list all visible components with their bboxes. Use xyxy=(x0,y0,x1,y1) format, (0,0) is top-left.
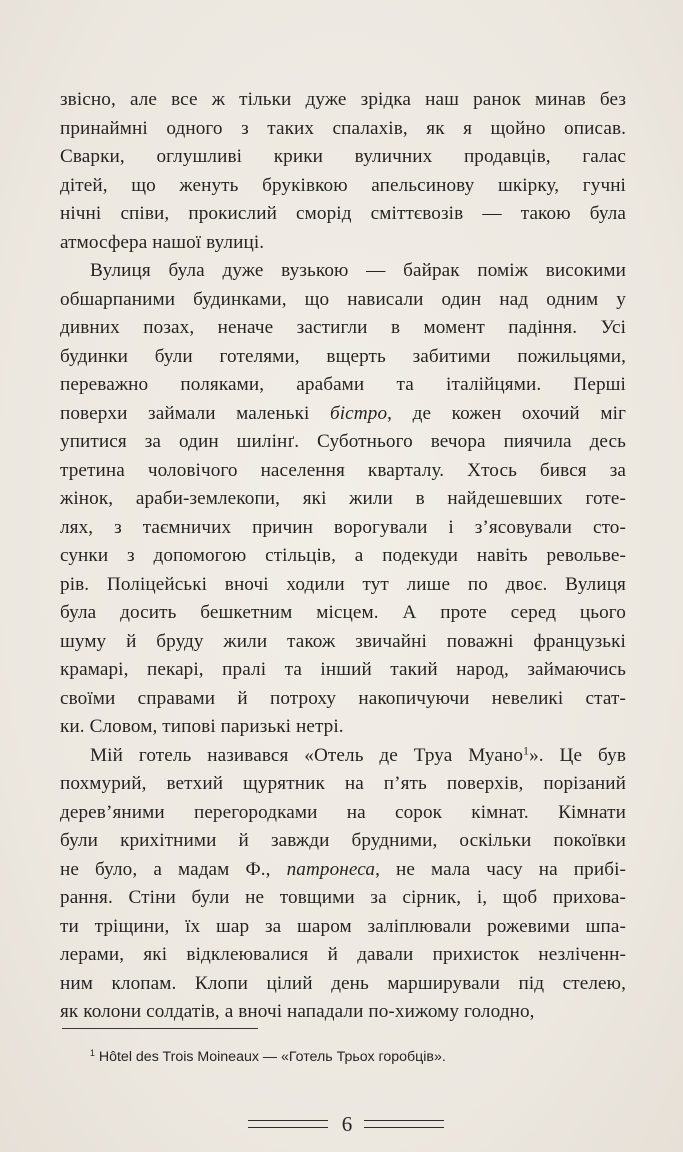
text-line: сунки з допомогою стільців, а подекуди навіть револьве- xyxy=(60,545,626,566)
text-line: Вулиця була дуже вузькою — байрак поміж високими xyxy=(90,260,626,281)
text-line: похмурий, ветхий щурятник на п’ять поверхів, порізаний xyxy=(60,773,626,794)
paragraph xyxy=(60,86,626,257)
footnote-marker: 1 xyxy=(90,1048,95,1059)
italic-term: патронеса xyxy=(286,858,376,880)
text-line: крамарі, пекарі, пралі та інший такий народ, займаючись xyxy=(60,659,626,680)
footnote-rule xyxy=(62,1028,258,1029)
text-line: жінок, араби-землекопи, які жили в найдешевших готе- xyxy=(60,488,626,509)
paragraph xyxy=(60,257,626,742)
page-number: 6 xyxy=(341,1112,353,1136)
text-line: були крихітними й завжди брудними, оскільки покоївки xyxy=(60,830,626,851)
text-line: рів. Поліцейські вночі ходили тут лише по двоє. Вулиця xyxy=(60,573,626,595)
footnote xyxy=(90,1048,446,1066)
text-line: рання. Стіни були не товщими за сірник, і, щоб прихова- xyxy=(60,887,626,908)
text-line: Сварки, оглушливі крики вуличних продавців, галас xyxy=(60,146,626,167)
text-line: ти тріщини, їх шар за шаром заліплювали рожевими шпа- xyxy=(60,915,626,937)
text-line: будинки були готелями, вщерть забитими пожильцями, xyxy=(60,345,626,367)
text-line: своїми справами й потроху накопичуючи невеликі стат- xyxy=(60,687,626,709)
text-line: ки. Словом, типові паризькі нетрі. xyxy=(60,716,344,737)
text-line: нічні співи, прокислий сморід сміттєвозів — такою була xyxy=(60,203,626,224)
paragraph xyxy=(60,742,626,1027)
text-line: лях, з таємничих причин ворогували і з’ясовували сто- xyxy=(60,516,626,538)
text-line: атмосфера нашої вулиці. xyxy=(60,231,265,253)
text-line: принаймні одного з таких спалахів, як я щойно описав. xyxy=(60,117,626,139)
text-line: звісно, але все ж тільки дуже зрідка наш ранок минав без xyxy=(60,89,626,110)
text-line: обшарпаними будинками, що нависали один над одним у xyxy=(60,288,626,310)
footnote-reference: 1 xyxy=(523,742,530,757)
text-line: дітей, що женуть бруківкою апельсинову шкірку, гучні xyxy=(60,174,626,196)
text-line: як колони солдатів, а вночі нападали по-хижому голодно, xyxy=(60,1001,535,1022)
text-line: лерами, які відклеювалися й давали прихисток незліченн- xyxy=(60,944,626,965)
italic-term: бістро xyxy=(330,402,388,424)
page-number-ornament-right xyxy=(364,1120,444,1128)
text-line: дерев’яними перегородками на сорок кімнат. Кімнати xyxy=(60,801,626,823)
text-line: не було, а мадам Ф., патронеса, не мала часу на прибі- xyxy=(60,858,626,880)
page-number-row xyxy=(0,1110,683,1140)
text-line: була досить бешкетним місцем. А проте серед цього xyxy=(60,602,626,623)
text-line: третина чоловічого населення кварталу. Хтось бився за xyxy=(60,459,626,481)
text-line: дивних позах, неначе застигли в момент падіння. Усі xyxy=(60,317,626,338)
body-text xyxy=(60,86,626,1027)
text-line: упитися за один шилінґ. Суботнього вечора пиячила десь xyxy=(60,431,626,452)
text-line: переважно поляками, арабами та італійцями. Перші xyxy=(60,374,626,395)
text-line: Мій готель називався «Отель де Труа Муано$^1$». Це був xyxy=(90,742,626,766)
page-number-ornament-left xyxy=(248,1120,328,1128)
text-line: ним клопам. Клопи цілий день марширували під стелею, xyxy=(60,972,626,994)
text-line: шуму й бруду жили також звичайні поважні французькі xyxy=(60,630,626,652)
text-line: поверхи займали маленькі бістро, де кожен охочий міг xyxy=(60,402,626,424)
footnote-text: Hôtel des Trois Moineaux — «Готель Трьох горобців». xyxy=(98,1049,446,1065)
